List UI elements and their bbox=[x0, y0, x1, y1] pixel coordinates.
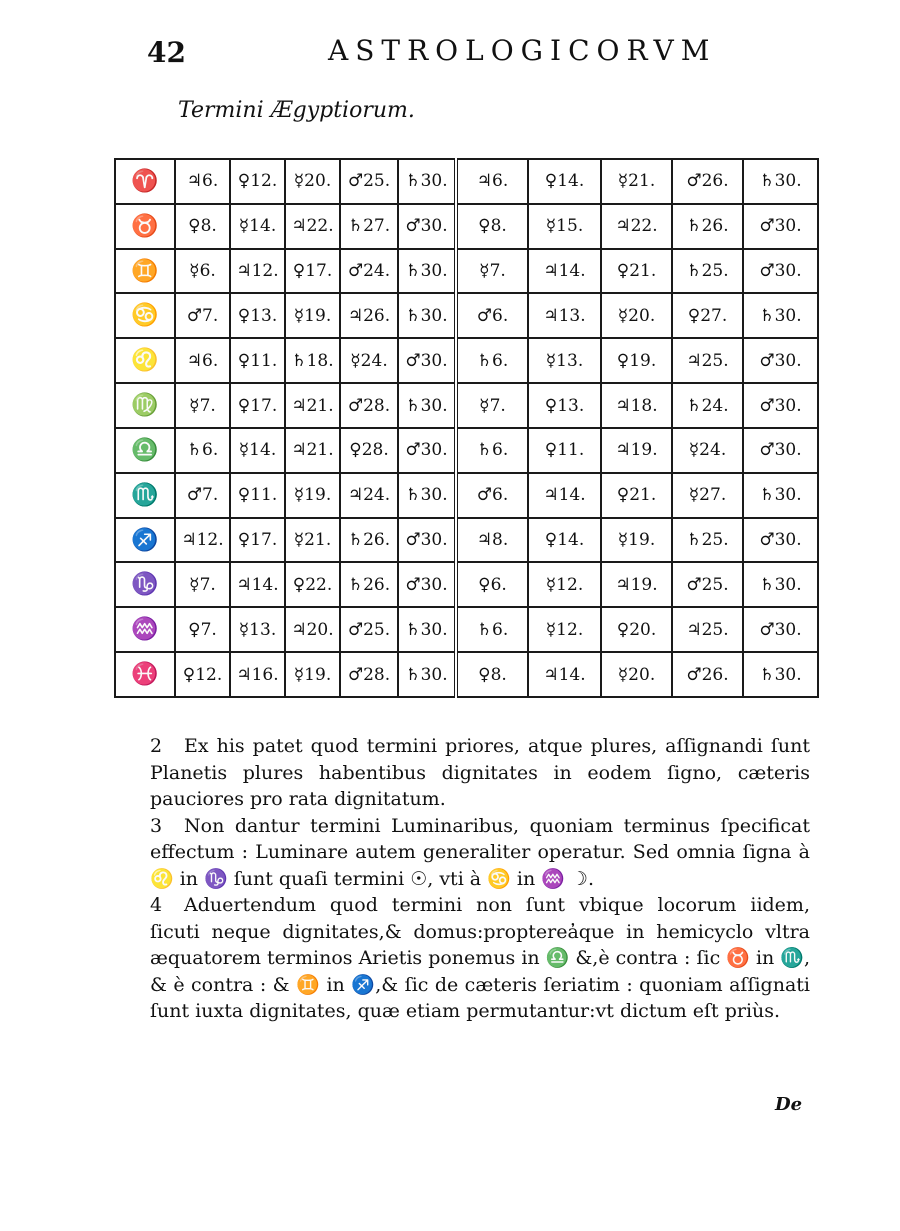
term-cell: ♄6. bbox=[456, 428, 528, 473]
note-number: 4 bbox=[150, 894, 163, 916]
term-cell: ♃6. bbox=[175, 338, 230, 383]
term-cell: ♀20. bbox=[601, 607, 672, 652]
table-row bbox=[115, 518, 818, 563]
term-cell: ♃25. bbox=[672, 607, 743, 652]
term-cell: ♄30. bbox=[743, 159, 818, 204]
term-cell: ♄26. bbox=[672, 204, 743, 249]
table-row bbox=[115, 204, 818, 249]
term-cell: ☿27. bbox=[672, 473, 743, 518]
term-cell: ♂26. bbox=[672, 159, 743, 204]
term-cell: ♂30. bbox=[398, 204, 456, 249]
term-cell: ♃6. bbox=[456, 159, 528, 204]
term-cell: ☿13. bbox=[230, 607, 285, 652]
note-number: 3 bbox=[150, 814, 163, 837]
term-cell: ♂28. bbox=[340, 652, 398, 697]
term-cell: ☿6. bbox=[175, 249, 230, 294]
term-cell: ☿19. bbox=[601, 518, 672, 563]
table-row bbox=[115, 338, 818, 383]
zodiac-sign-cell: ♊ bbox=[115, 249, 175, 294]
term-cell: ♃22. bbox=[285, 204, 340, 249]
term-cell: ♂25. bbox=[340, 607, 398, 652]
term-cell: ♄30. bbox=[398, 383, 456, 428]
term-cell: ♀12. bbox=[230, 159, 285, 204]
term-cell: ☿20. bbox=[601, 293, 672, 338]
term-cell: ♂6. bbox=[456, 293, 528, 338]
term-cell: ☿7. bbox=[456, 383, 528, 428]
term-cell: ♃24. bbox=[340, 473, 398, 518]
term-cell: ♄6. bbox=[175, 428, 230, 473]
term-cell: ♃12. bbox=[175, 518, 230, 563]
term-cell: ♃21. bbox=[285, 428, 340, 473]
term-cell: ☿20. bbox=[285, 159, 340, 204]
term-cell: ♄30. bbox=[398, 473, 456, 518]
term-cell: ☿7. bbox=[456, 249, 528, 294]
term-cell: ♀17. bbox=[230, 383, 285, 428]
term-cell: ♃22. bbox=[601, 204, 672, 249]
term-cell: ♀8. bbox=[175, 204, 230, 249]
term-cell: ♀21. bbox=[601, 473, 672, 518]
term-cell: ♃25. bbox=[672, 338, 743, 383]
term-cell: ♃12. bbox=[230, 249, 285, 294]
term-cell: ♂30. bbox=[743, 249, 818, 294]
term-cell: ☿14. bbox=[230, 428, 285, 473]
term-cell: ♂30. bbox=[398, 338, 456, 383]
term-cell: ♃14. bbox=[528, 249, 601, 294]
term-cell: ☿15. bbox=[528, 204, 601, 249]
term-cell: ♂30. bbox=[743, 607, 818, 652]
term-cell: ♄30. bbox=[398, 652, 456, 697]
note-text: Non dantur termini Luminaribus, quoniam terminus ſpecificat effectum : Luminare autem generaliter operatur. Sed omnia ſigna à ♌ in ♑ ſunt quaſi termini ☉, vti à ♋ in ♒ ☽. bbox=[150, 814, 810, 890]
table-row bbox=[115, 159, 818, 204]
term-cell: ♃21. bbox=[285, 383, 340, 428]
term-cell: ♀11. bbox=[230, 473, 285, 518]
term-cell: ♂7. bbox=[175, 293, 230, 338]
zodiac-sign-cell: ♐ bbox=[115, 518, 175, 563]
term-cell: ♃13. bbox=[528, 293, 601, 338]
note-number: 2 bbox=[150, 735, 163, 757]
term-cell: ♂30. bbox=[743, 338, 818, 383]
term-cell: ♂30. bbox=[743, 204, 818, 249]
term-cell: ♃8. bbox=[456, 518, 528, 563]
term-cell: ♃6. bbox=[175, 159, 230, 204]
term-cell: ♀6. bbox=[456, 562, 528, 607]
term-cell: ♂30. bbox=[398, 562, 456, 607]
term-cell: ♄30. bbox=[398, 293, 456, 338]
term-cell: ♄25. bbox=[672, 249, 743, 294]
table-row bbox=[115, 562, 818, 607]
term-cell: ♀21. bbox=[601, 249, 672, 294]
term-cell: ♃14. bbox=[230, 562, 285, 607]
term-cell: ♂26. bbox=[672, 652, 743, 697]
term-cell: ☿24. bbox=[340, 338, 398, 383]
term-cell: ♃16. bbox=[230, 652, 285, 697]
term-cell: ♂30. bbox=[743, 383, 818, 428]
table-title: Termini Ægyptiorum. bbox=[178, 98, 415, 123]
zodiac-sign-cell: ♉ bbox=[115, 204, 175, 249]
term-cell: ♂30. bbox=[398, 428, 456, 473]
term-cell: ♄30. bbox=[743, 293, 818, 338]
zodiac-sign-cell: ♋ bbox=[115, 293, 175, 338]
zodiac-sign-cell: ♈ bbox=[115, 159, 175, 204]
term-cell: ☿14. bbox=[230, 204, 285, 249]
term-cell: ☿7. bbox=[175, 562, 230, 607]
term-cell: ♀19. bbox=[601, 338, 672, 383]
term-cell: ♂7. bbox=[175, 473, 230, 518]
note-text: Ex his patet quod termini priores, atque plures, aſſignandi ſunt Planetis plures habentibus dignitates in eodem ſigno, cæteris pauciores pro rata dignitatum. bbox=[150, 735, 810, 810]
term-cell: ☿19. bbox=[285, 473, 340, 518]
term-cell: ♀17. bbox=[230, 518, 285, 563]
term-cell: ☿12. bbox=[528, 607, 601, 652]
term-cell: ♄30. bbox=[398, 249, 456, 294]
term-cell: ☿19. bbox=[285, 652, 340, 697]
note-text: Aduertendum quod termini non ſunt vbique locorum iidem, ſicuti neque dignitates,& domus:propterea̓que in hemicyclo vltra æquatorem terminos Arietis ponemus in ♎ &,è contra : ſic ♉ in ♏, & è contra : & ♊ in ♐,& ſic de cæteris ſeriatim : quoniam aſſignati ſunt iuxta dignitates, quæ etiam permutantur:vt dictum eſt priùs. bbox=[150, 894, 810, 1022]
term-cell: ♀11. bbox=[230, 338, 285, 383]
term-cell: ♂6. bbox=[456, 473, 528, 518]
zodiac-sign-cell: ♎ bbox=[115, 428, 175, 473]
term-cell: ♃19. bbox=[601, 428, 672, 473]
term-cell: ♃20. bbox=[285, 607, 340, 652]
term-cell: ♄18. bbox=[285, 338, 340, 383]
term-cell: ♂24. bbox=[340, 249, 398, 294]
term-cell: ♂30. bbox=[743, 428, 818, 473]
term-cell: ♀13. bbox=[528, 383, 601, 428]
term-cell: ☿24. bbox=[672, 428, 743, 473]
term-cell: ♂25. bbox=[340, 159, 398, 204]
term-cell: ♃14. bbox=[528, 652, 601, 697]
term-cell: ♀27. bbox=[672, 293, 743, 338]
table-row bbox=[115, 293, 818, 338]
term-cell: ♄30. bbox=[743, 562, 818, 607]
term-cell: ☿13. bbox=[528, 338, 601, 383]
term-cell: ♀14. bbox=[528, 518, 601, 563]
term-cell: ♄30. bbox=[398, 159, 456, 204]
term-cell: ♀7. bbox=[175, 607, 230, 652]
term-cell: ♄30. bbox=[398, 607, 456, 652]
notes bbox=[150, 733, 810, 1025]
table-row bbox=[115, 249, 818, 294]
zodiac-sign-cell: ♏ bbox=[115, 473, 175, 518]
page-number: 42 bbox=[147, 36, 186, 69]
term-cell: ♀12. bbox=[175, 652, 230, 697]
table-row bbox=[115, 428, 818, 473]
term-cell: ♀14. bbox=[528, 159, 601, 204]
term-cell: ♃14. bbox=[528, 473, 601, 518]
term-cell: ♄30. bbox=[743, 652, 818, 697]
zodiac-sign-cell: ♌ bbox=[115, 338, 175, 383]
term-cell: ♄26. bbox=[340, 518, 398, 563]
term-cell: ☿21. bbox=[285, 518, 340, 563]
term-cell: ♀22. bbox=[285, 562, 340, 607]
term-cell: ♀8. bbox=[456, 204, 528, 249]
term-cell: ♄27. bbox=[340, 204, 398, 249]
zodiac-sign-cell: ♒ bbox=[115, 607, 175, 652]
term-cell: ♂25. bbox=[672, 562, 743, 607]
table-row bbox=[115, 473, 818, 518]
term-cell: ♀11. bbox=[528, 428, 601, 473]
term-cell: ♂30. bbox=[743, 518, 818, 563]
term-cell: ♂30. bbox=[398, 518, 456, 563]
term-cell: ♀28. bbox=[340, 428, 398, 473]
term-cell: ☿21. bbox=[601, 159, 672, 204]
term-cell: ♀13. bbox=[230, 293, 285, 338]
term-cell: ☿19. bbox=[285, 293, 340, 338]
zodiac-sign-cell: ♑ bbox=[115, 562, 175, 607]
table-row bbox=[115, 383, 818, 428]
table-row bbox=[115, 652, 818, 697]
term-cell: ♀17. bbox=[285, 249, 340, 294]
term-cell: ☿20. bbox=[601, 652, 672, 697]
term-cell: ♃26. bbox=[340, 293, 398, 338]
term-cell: ♄24. bbox=[672, 383, 743, 428]
table-row bbox=[115, 607, 818, 652]
note-paragraph bbox=[150, 813, 810, 893]
term-cell: ♄6. bbox=[456, 607, 528, 652]
term-cell: ♀8. bbox=[456, 652, 528, 697]
note-paragraph bbox=[150, 733, 810, 813]
zodiac-sign-cell: ♓ bbox=[115, 652, 175, 697]
running-head: ASTROLOGICORVM bbox=[328, 34, 717, 67]
term-cell: ♄6. bbox=[456, 338, 528, 383]
term-cell: ♄25. bbox=[672, 518, 743, 563]
catchword: De bbox=[775, 1094, 803, 1115]
note-paragraph bbox=[150, 892, 810, 1025]
term-cell: ♄30. bbox=[743, 473, 818, 518]
term-cell: ♃19. bbox=[601, 562, 672, 607]
terms-table bbox=[114, 158, 819, 698]
term-cell: ♂28. bbox=[340, 383, 398, 428]
term-cell: ♃18. bbox=[601, 383, 672, 428]
term-cell: ♄26. bbox=[340, 562, 398, 607]
term-cell: ☿7. bbox=[175, 383, 230, 428]
zodiac-sign-cell: ♍ bbox=[115, 383, 175, 428]
term-cell: ☿12. bbox=[528, 562, 601, 607]
